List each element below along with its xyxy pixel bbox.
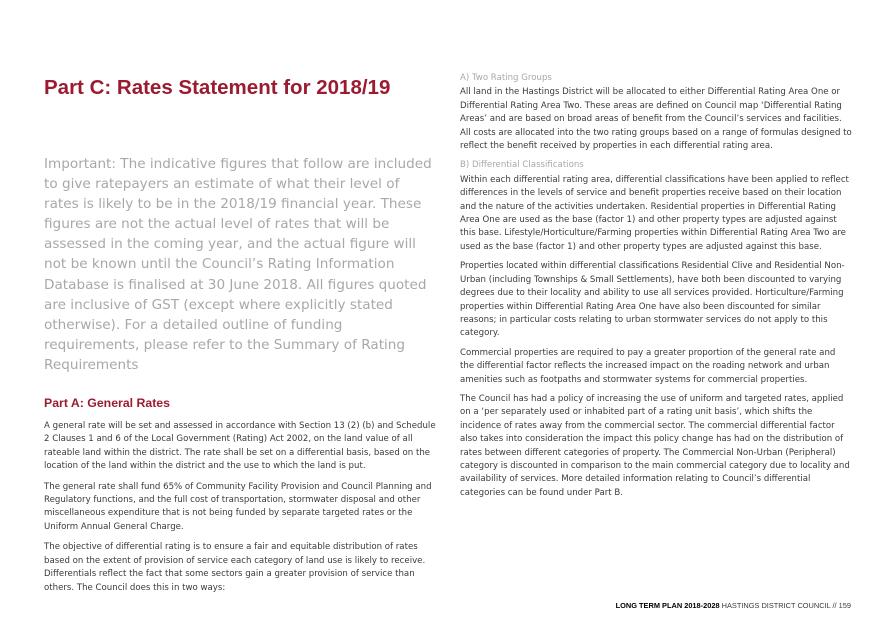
page-footer [616, 601, 851, 611]
page-title: Part C: Rates Statement for 2018/19 [44, 76, 391, 99]
paragraph: Properties located within differential classifications Residential Clive and Residential Non-Urban (including Townships & Small Settlements), have both been discounted to varying degrees due to their locality and ability to use all services provided. Horticulture/Farming properties within Differential Rating Area One have also been discounted for similar reasons; in particular costs relating to urban stormwater services do not apply to this category. [460, 261, 845, 339]
footer-council-page: HASTINGS DISTRICT COUNCIL // 159 [721, 601, 851, 610]
paragraph: A general rate will be set and assessed in accordance with Section 13 (2) (b) and Schedule 2 Clauses 1 and 6 of the Local Government (Rating) Act 2002, on the land value of all rateable land within the district. The rate shall be set on a differential basis, based on the location of the land within the district and the use to which the land is put. [44, 421, 436, 472]
paragraph: Within each differential rating area, differential classifications have been applied to reflect differences in the levels of service and benefit properties receive based on their location and the nature of the activities undertaken. Residential properties in Differential Rating Area One are used as the base (factor 1) and other property types are adjusted against this base. Lifestyle/Horticulture/Farming properties within Differential Rating Area Two are used as the base (factor 1) and other property types are adjusted against this base. [460, 174, 849, 252]
section-heading-general-rates: Part A: General Rates [44, 396, 170, 411]
paragraph: Commercial properties are required to pay a greater proportion of the general rate and the differential factor reflects the increased impact on the roading network and urban amenities such as footpaths and stormwater systems for commercial properties. [460, 347, 836, 385]
paragraph: The general rate shall fund 65% of Community Facility Provision and Council Planning and Regulatory functions, and the full cost of transportation, stormwater disposal and other miscellaneous expenditure that is not being funded by separate targeted rates or the Uniform Annual General Charge. [44, 481, 432, 532]
paragraph: The objective of differential rating is to ensure a fair and equitable distribution of rates based on the extent of provision of service each category of land use is likely to receive. Differentials reflect the fact that some sectors gain a greater provision of service than others. The Council does this in two ways: [44, 542, 426, 593]
right-column [460, 72, 852, 506]
subheading-differential-classifications: B) Differential Classifications [460, 160, 584, 171]
subheading-two-rating-groups: A) Two Rating Groups [460, 73, 552, 83]
paragraph: All land in the Hastings District will be allocated to either Differential Rating Area One or Differential Rating Area Two. These areas are defined on Council map ‘Differential Rating Areas’ and are based on broad areas of benefit from the Council’s services and facilities. All costs are allocated into the two rating groups based on a range of formulas designed to reflect the benefit received by properties in each differential rating area. [460, 87, 852, 152]
left-column [44, 72, 436, 602]
intro-notice: Important: The indicative figures that follow are included to give ratepayers an estimate of what their level of rates is likely to be in the 2018/19 financial year. These figures are not the actual level of rates that will be assessed in the coming year, and the actual figure will not be known until the Council’s Rating Information Database is finalised at 30 June 2018. All figures quoted are inclusive of GST (except where explicitly stated otherwise). For a detailed outline of funding requirements, please refer to the Summary of Rating Requirements [44, 156, 432, 373]
paragraph: The Council has had a policy of increasing the use of uniform and targeted rates, applied on a ‘per separately used or inhabited part of a rating unit basis’, which shifts the incidence of rates away from the commercial sector. The commercial differential factor also takes into consideration the impact this policy change has had on the distribution of rates between different categories of property. The Commercial Non-Urban (Peripheral) category is discounted in comparison to the main commercial category due to locality and availability of services. More detailed information relating to Council’s differential categories can be found under Part B. [460, 393, 850, 498]
footer-plan-title: LONG TERM PLAN 2018-2028 [615, 601, 720, 610]
